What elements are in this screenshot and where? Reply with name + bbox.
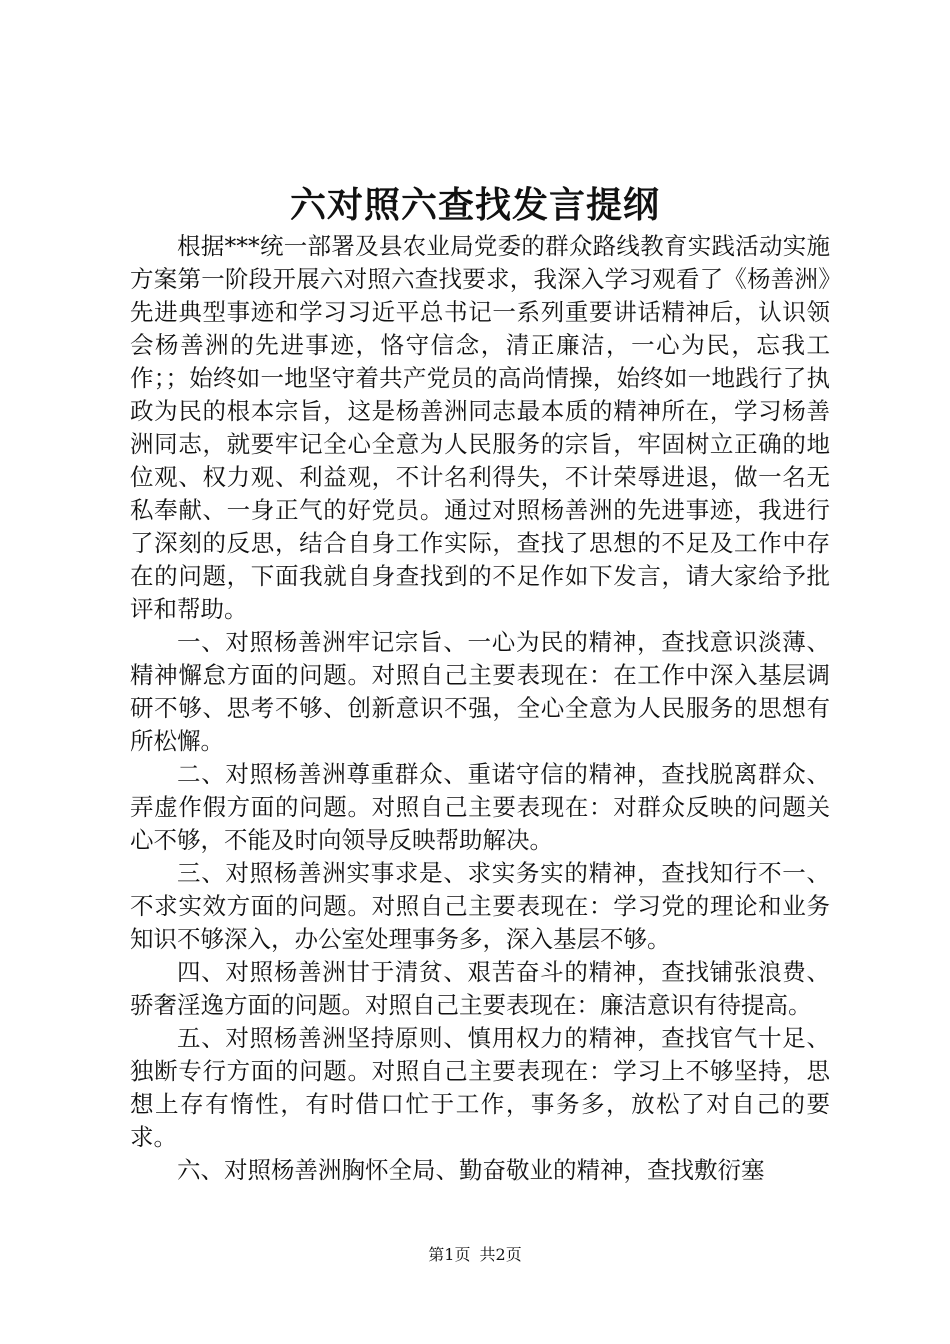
paragraph-item-4: 四、对照杨善洲甘于清贫、艰苦奋斗的精神，查找铺张浪费、骄奢淫逸方面的问题。对照自己主要表现在：廉洁意识有待提高。 (130, 958, 830, 1019)
page-title: 六对照六查找发言提纲 (289, 184, 660, 226)
paragraph-item-6: 六、对照杨善洲胸怀全局、勤奋敬业的精神，查找敷衍塞 (177, 1156, 765, 1184)
page-footer (0, 1244, 950, 1266)
paragraph-item-2: 二、对照杨善洲尊重群众、重诺守信的精神，查找脱离群众、弄虚作假方面的问题。对照自己主要表现在：对群众反映的问题关心不够，不能及时向领导反映帮助解决。 (130, 760, 830, 854)
page-number: 第1页 (428, 1245, 471, 1264)
paragraph-item-1: 一、对照杨善洲牢记宗旨、一心为民的精神，查找意识淡薄、精神懈怠方面的问题。对照自己主要表现在：在工作中深入基层调研不够、思考不够、创新意识不强，全心全意为人民服务的思想有所松懈。 (130, 628, 830, 755)
page-total: 共2页 (479, 1245, 522, 1264)
document-body (130, 230, 830, 1187)
paragraph-item-3: 三、对照杨善洲实事求是、求实务实的精神，查找知行不一、不求实效方面的问题。对照自己主要表现在：学习党的理论和业务知识不够深入，办公室处理事务多，深入基层不够。 (130, 859, 830, 953)
paragraph-intro: 根据***统一部署及县农业局党委的群众路线教育实践活动实施方案第一阶段开展六对照六查找要求，我深入学习观看了《杨善洲》先进典型事迹和学习习近平总书记一系列重要讲话精神后，认识领会杨善洲的先进事迹，恪守信念，清正廉洁，一心为民，忘我工作；；始终如一地坚守着共产党员的高尚情操，始终如一地践行了执政为民的根本宗旨，这是杨善洲同志最本质的精神所在，学习杨善洲同志，就要牢记全心全意为人民服务的宗旨，牢固树立正确的地位观、权力观、利益观，不计名利得失，不计荣辱进退，做一名无私奉献、一身正气的好党员。通过对照杨善洲的先进事迹，我进行了深刻的反思，结合自身工作实际，查找了思想的不足及工作中存在的问题，下面我就自身查找到的不足作如下发言，请大家给予批评和帮助。 (130, 232, 830, 623)
paragraph-item-5: 五、对照杨善洲坚持原则、慎用权力的精神，查找官气十足、独断专行方面的问题。对照自己主要表现在：学习上不够坚持，思想上存有惰性，有时借口忙于工作，事务多，放松了对自己的要求。 (130, 1024, 830, 1151)
